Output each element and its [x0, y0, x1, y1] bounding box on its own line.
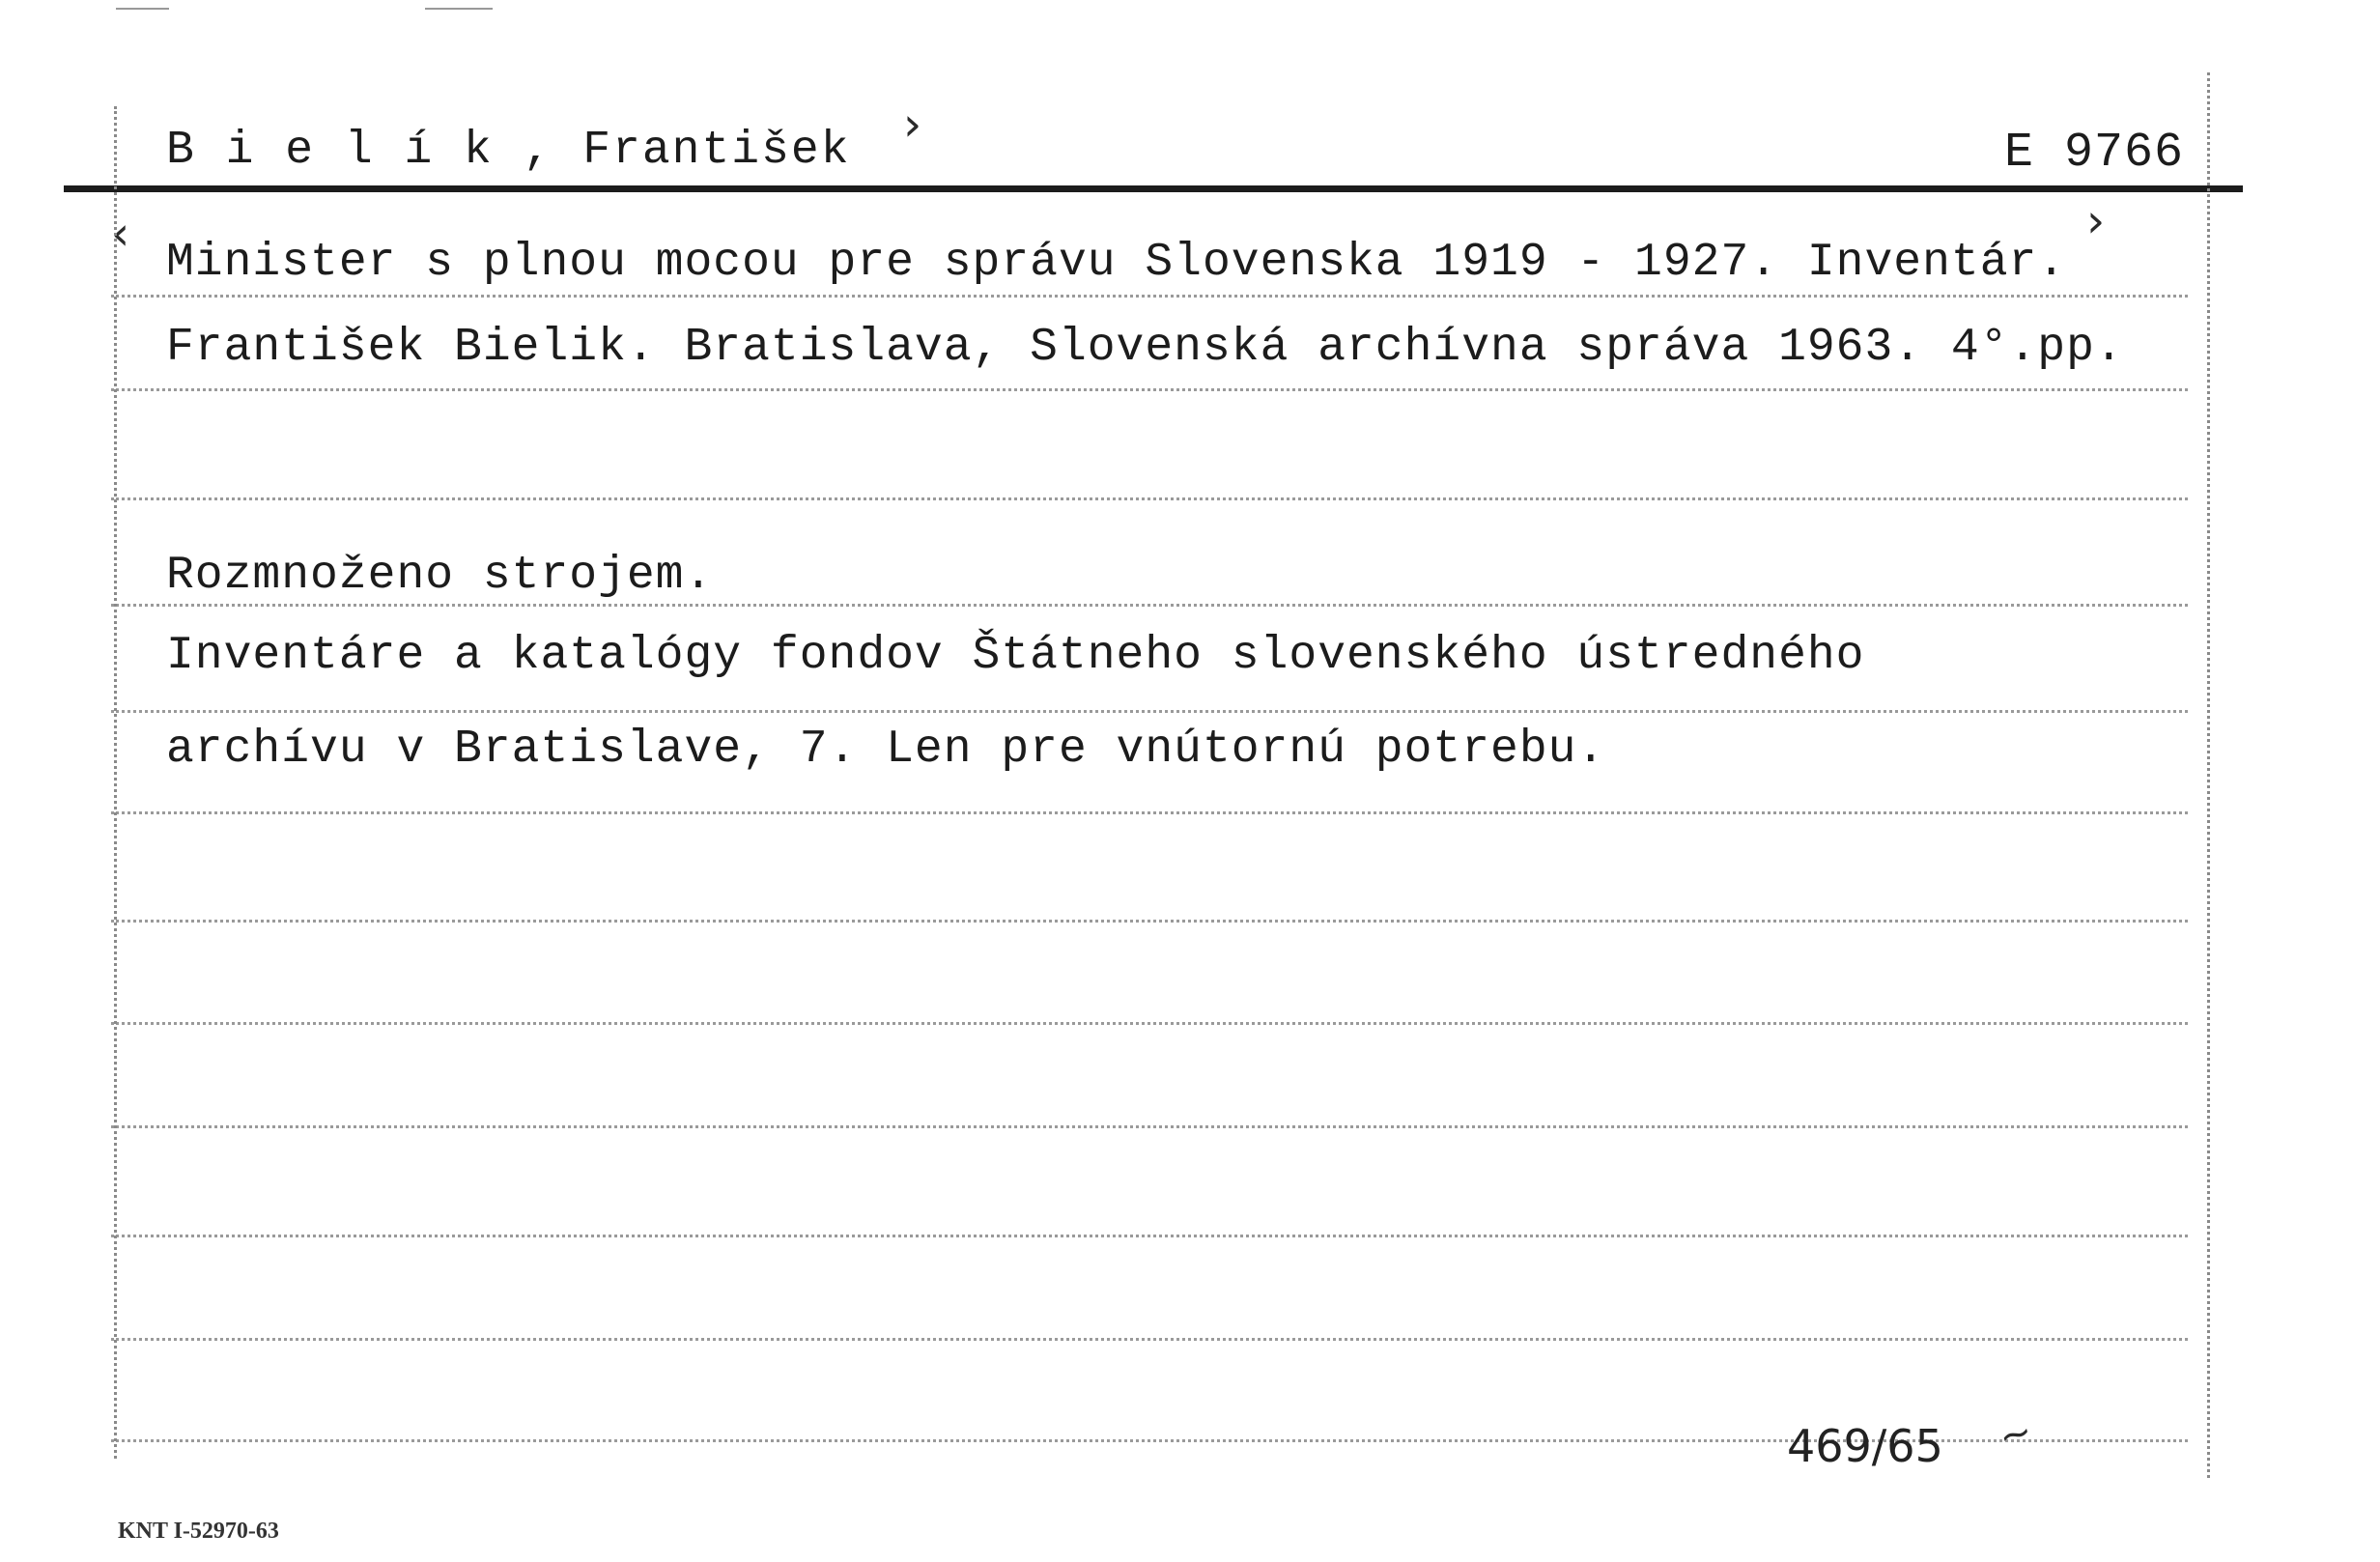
ruled-line [111, 1338, 2188, 1341]
accession-number: 469/65 [1787, 1420, 1943, 1472]
angle-mark-icon: ‹ [111, 207, 130, 261]
ruled-line [111, 1022, 2188, 1025]
left-margin-dots [114, 106, 117, 1459]
ruled-line [111, 604, 2188, 607]
right-margin-dots [2207, 72, 2210, 1478]
note-line-3: archívu v Bratislave, 7. Len pre vnútornú potrebu. [166, 724, 1606, 776]
note-line-2: Inventáre a katalógy fondov Štátneho slovenského ústredného [166, 630, 1865, 682]
angle-mark-icon: › [903, 98, 922, 152]
top-edge-specks [116, 8, 169, 10]
ruled-line [111, 920, 2188, 923]
ruled-line [111, 295, 2188, 298]
angle-mark-icon: › [2086, 194, 2106, 248]
note-line-1: Rozmnoženo strojem. [166, 550, 714, 602]
call-number: E 9766 [2004, 126, 2185, 181]
title-line-2: František Bielik. Bratislava, Slovenská archívna správa 1963. 4°.pp. [166, 322, 2124, 374]
ruled-line [111, 1235, 2188, 1237]
heading-rule [64, 185, 2243, 192]
ruled-line [111, 1125, 2188, 1128]
author-heading: B i e l í k , František [166, 125, 851, 177]
ruled-line [111, 710, 2188, 713]
ruled-line [111, 388, 2188, 391]
printer-mark: KNT I-52970-63 [118, 1519, 279, 1544]
ruled-line [111, 497, 2188, 500]
top-edge-specks [425, 8, 493, 10]
pen-stroke-icon: ~ [1994, 1408, 2037, 1461]
ruled-line [111, 811, 2188, 814]
title-line-1: Minister s plnou mocou pre správu Slovenska 1919 - 1927. Inventár. [166, 237, 2067, 289]
